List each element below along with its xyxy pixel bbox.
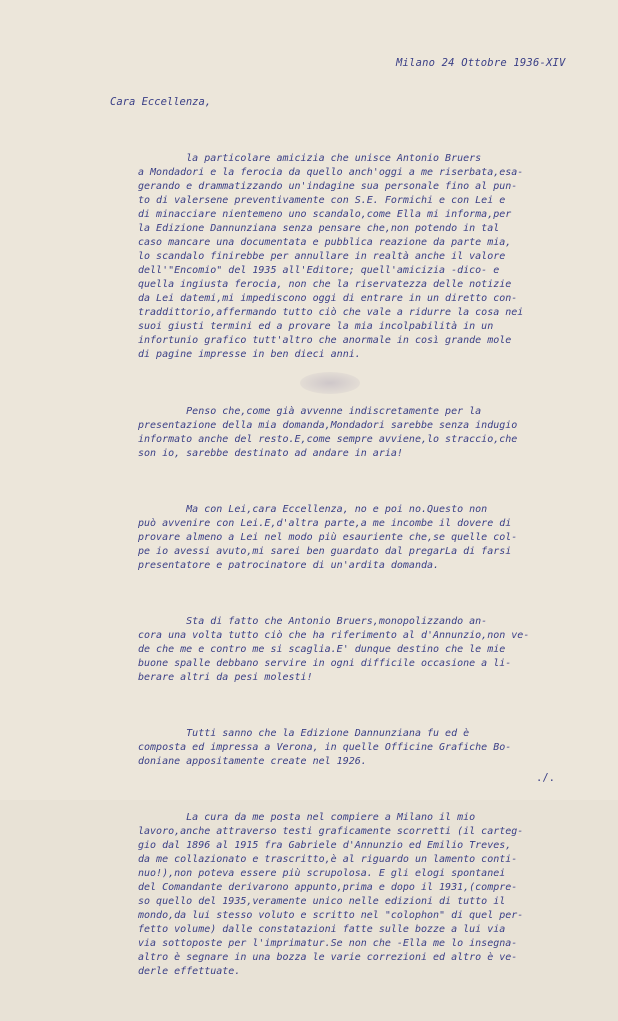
paragraph: Penso che,come già avvenne indiscretamente per la presentazione della mia domanda,Mondadori sarebbe senza indugio informato anche del resto.E,come sempre avviene,lo straccio,che son io, sarebbe destinato ad andare in aria! — [138, 406, 518, 459]
letter-body — [138, 124, 608, 1021]
paragraph: Sta di fatto che Antonio Bruers,monopolizzando an- cora una volta tutto ciò che ha riferimento al d'Annunzio,non ve- de che me e contro me si scaglia.E' dunque destino che le mie buone spalle debbano servire in ogni difficile occasione a li- berare altri da pesi molesti! — [138, 616, 530, 683]
continuation-mark: ./. — [536, 772, 555, 784]
paragraph: Tutti sanno che la Edizione Dannunziana fu ed è composta ed impressa a Verona, in quelle Officine Grafiche Bo- doniane appositamente create nel 1926. — [138, 728, 512, 767]
paragraph: Ma con Lei,cara Eccellenza, no e poi no.Questo non può avvenire con Lei.E,d'altra parte,a me incombe il dovere di provare almeno a Lei nel modo più esauriente che,se quelle col- pe io avessi avuto,mi sarei ben guardato dal pregarLa di farsi presentatore e patrocinatore di un'ardita domanda. — [138, 504, 518, 571]
salutation: Cara Eccellenza, — [110, 96, 212, 108]
letter-date: Milano 24 Ottobre 1936-XIV — [396, 57, 566, 69]
paragraph: La cura da me posta nel compiere a Milano il mio lavoro,anche attraverso testi graficamente scorretti (il carteg- gio dal 1896 al 1915 fra Gabriele d'Annunzio ed Emilio Treves, da me collazionato e trascritto,è al riguardo un lamento conti- nuo!),non poteva essere più scrupolosa. E gli elogi spontanei del Comandante derivarono appunto,prima e dopo il 1931,(compre- so quello del 1935,veramente unico nelle edizioni di tutto il mondo,da lui stesso voluto e scritto nel "colophon" di quel per- fetto volume) dalle constatazioni fatte sulle bozze a lui via via sottoposte per l'imprimatur.Se non che -Ella me lo insegna- altro è segnare in una bozza le varie correzioni ed altro è ve- derle effettuate. — [138, 812, 524, 977]
paragraph: la particolare amicizia che unisce Antonio Bruers a Mondadori e la ferocia da quello anch'oggi a me riserbata,esa- gerando e drammatizzando un'indagine sua personale fino al pun- to di valersene preventivamente con S.E. Formichi e con Lei e di minacciare nientemeno uno scandalo,come Ella mi informa,per la Edizione Dannunziana senza pensare che,non potendo in tal caso mancare una documentata e pubblica reazione da parte mia, lo scandalo finirebbe per annullare in realtà anche il valore dell'"Encomio" del 1935 all'Editore; quell'amicizia -dico- e quella ingiusta ferocia, non che la riservatezza delle notizie da Lei datemi,mi impediscono oggi di entrare in un diretto con- traddittorio,affermando tutto ciò che vale a ridurre la cosa nei suoi giusti termini ed a provare la mia incolpabilità in un infortunio grafico tutt'altro che anormale in così grande mole di pagine impresse in ben dieci anni. — [138, 153, 524, 360]
